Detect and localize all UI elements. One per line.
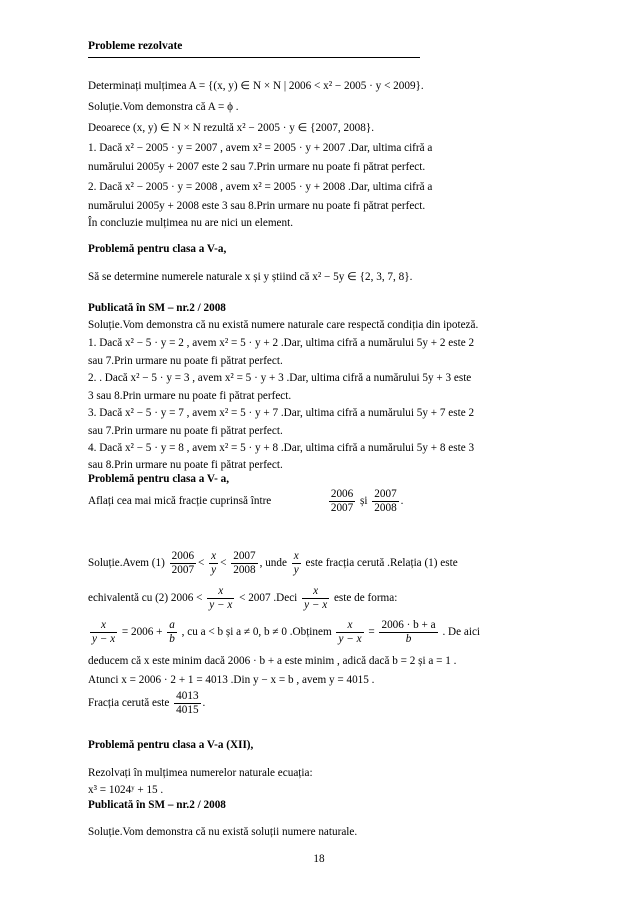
s2-line3: 1. Dacă x² − 5 · y = 2 , avem x² = 5 · y + 2 .Dar, ultima cifră a numărului 5y + 2 este 2 (88, 337, 475, 349)
fraction-2007-2008: $\frac{2007}{2008}$ (374, 487, 397, 514)
s2-line6: 3 sau 8.Prin urmare nu poate fi pătrat perfect. (88, 390, 292, 402)
s3-atunci: Atunci x = 2006 · 2 + 1 = 4013 .Din y − x = b , avem y = 4015 . (88, 674, 375, 686)
s1-line5: numărului 2005y + 2007 este 2 sau 7.Prin urmare nu poate fi pătrat perfect. (88, 161, 426, 173)
s1-line2: Soluție.Vom demonstra că A = ϕ . (88, 101, 239, 113)
s1-line3: Deoarece (x, y) ∈ N × N rezultă x² − 2005 · y ∈ {2007, 2008}. (88, 122, 375, 134)
fraction-x-over-y-minus-x-d: $\frac{x}{y - x}$ (338, 618, 362, 645)
s3-solution: Soluție.Avem (1) $\frac{2006}{2007}$ < $\frac{x}{y}$ < $\frac{2007}{2008}$ , unde $\frac{x}{y}$ este fracția cerută .Relația (1) este (88, 549, 458, 576)
s4-line2: x³ = 1024ʸ + 15 . (88, 784, 164, 796)
fraction-2006b-plus-a-over-b: $\frac{2006 \cdot b + a}{b}$ (381, 618, 436, 645)
fraction-x-over-y-minus-x: $\frac{x}{y - x}$ (209, 584, 233, 611)
s2-line2: Soluție.Vom demonstra că nu există numere naturale care respectă condiția din ipoteză. (88, 319, 479, 331)
s2-title: Problemă pentru clasa a V-a, (88, 243, 227, 255)
fraction-a-b: $\frac{a}{b}$ (169, 618, 175, 645)
s2-line8: sau 7.Prin urmare nu poate fi pătrat perfect. (88, 425, 283, 437)
s3-form: $\frac{x}{y - x}$ = 2006 + $\frac{a}{b}$ , cu a < b și a ≠ 0, b ≠ 0 .Obținem $\frac{x}{y - x}$ = $\frac{2006 \cdot b + a}{b}$ . De aici (92, 618, 481, 645)
s4-line3: Soluție.Vom demonstra că nu există soluții numere naturale. (88, 826, 358, 838)
s3-title: Problemă pentru clasa a V- a, (88, 473, 230, 485)
s4-title: Problemă pentru clasa a V-a (XII), (88, 739, 254, 751)
s4-published: Publicată în SM – nr.2 / 2008 (88, 799, 226, 811)
s2-line10: sau 8.Prin urmare nu poate fi pătrat perfect. (88, 459, 283, 471)
header-rule (88, 57, 420, 58)
page-header: Probleme rezolvate (88, 40, 183, 52)
s3-equivalent: echivalentă cu (2) 2006 < $\frac{x}{y - x}$ < 2007 .Deci $\frac{x}{y - x}$ este de forma: (88, 584, 398, 611)
s3-statement-text: Aflați cea mai mică fracție cuprinsă între (88, 495, 272, 507)
s1-line4: 1. Dacă x² − 2005 · y = 2007 , avem x² = 2005 · y + 2007 .Dar, ultima cifră a (88, 142, 433, 154)
s2-line1: Să se determine numerele naturale x și y știind că x² − 5y ∈ {2, 3, 7, 8}. (88, 271, 413, 283)
s2-line5: 2. . Dacă x² − 5 · y = 3 , avem x² = 5 · y + 3 .Dar, ultima cifră a numărului 5y + 3 este (88, 372, 472, 384)
s2-line9: 4. Dacă x² − 5 · y = 8 , avem x² = 5 · y + 8 .Dar, ultima cifră a numărului 5y + 8 este 3 (88, 442, 475, 454)
fraction-x-over-y-minus-x-b: $\frac{x}{y - x}$ (304, 584, 328, 611)
s1-line1: Determinați mulțimea A = {(x, y) ∈ N × N | 2006 < x² − 2005 · y < 2009}. (88, 80, 424, 92)
page-number: 18 (313, 853, 325, 865)
s3-result: Fracția cerută este $\frac{4013}{4015}$ . (88, 689, 206, 716)
fraction-x-over-y-minus-x-c: $\frac{x}{y - x}$ (92, 618, 116, 645)
s2-line7: 3. Dacă x² − 5 · y = 7 , avem x² = 5 · y + 7 .Dar, ultima cifră a numărului 5y + 7 este 2 (88, 407, 475, 419)
fraction-2006-2007: $\frac{2006}{2007}$ (330, 487, 354, 514)
s2-line4: sau 7.Prin urmare nu poate fi pătrat perfect. (88, 355, 283, 367)
fraction-4013-4015: $\frac{4013}{4015}$ (176, 689, 199, 716)
fraction-2007-2008-b: $\frac{2007}{2008}$ (233, 549, 256, 576)
fraction-x-y: $\frac{x}{y}$ (211, 549, 217, 576)
s1-line8: În concluzie mulțimea nu are nici un element. (88, 217, 294, 229)
s4-line1: Rezolvați în mulțimea numerelor naturale ecuația: (88, 767, 313, 779)
s1-line7: numărului 2005y + 2008 este 3 sau 8.Prin urmare nu poate fi pătrat perfect. (88, 200, 426, 212)
fraction-x-y-b: $\frac{x}{y}$ (293, 549, 299, 576)
s3-deduce: deducem că x este minim dacă 2006 · b + a este minim , adică dacă b = 2 și a = 1 . (88, 655, 457, 667)
s3-statement: Aflați cea mai mică fracție cuprinsă între $\frac{2006}{2007}$ și $\frac{2007}{2008}$ . (88, 487, 404, 514)
s1-line6: 2. Dacă x² − 2005 · y = 2008 , avem x² = 2005 · y + 2008 .Dar, ultima cifră a (88, 181, 433, 193)
s2-published: Publicată în SM – nr.2 / 2008 (88, 302, 226, 314)
fraction-2006-2007-b: $\frac{2006}{2007}$ (171, 549, 195, 576)
